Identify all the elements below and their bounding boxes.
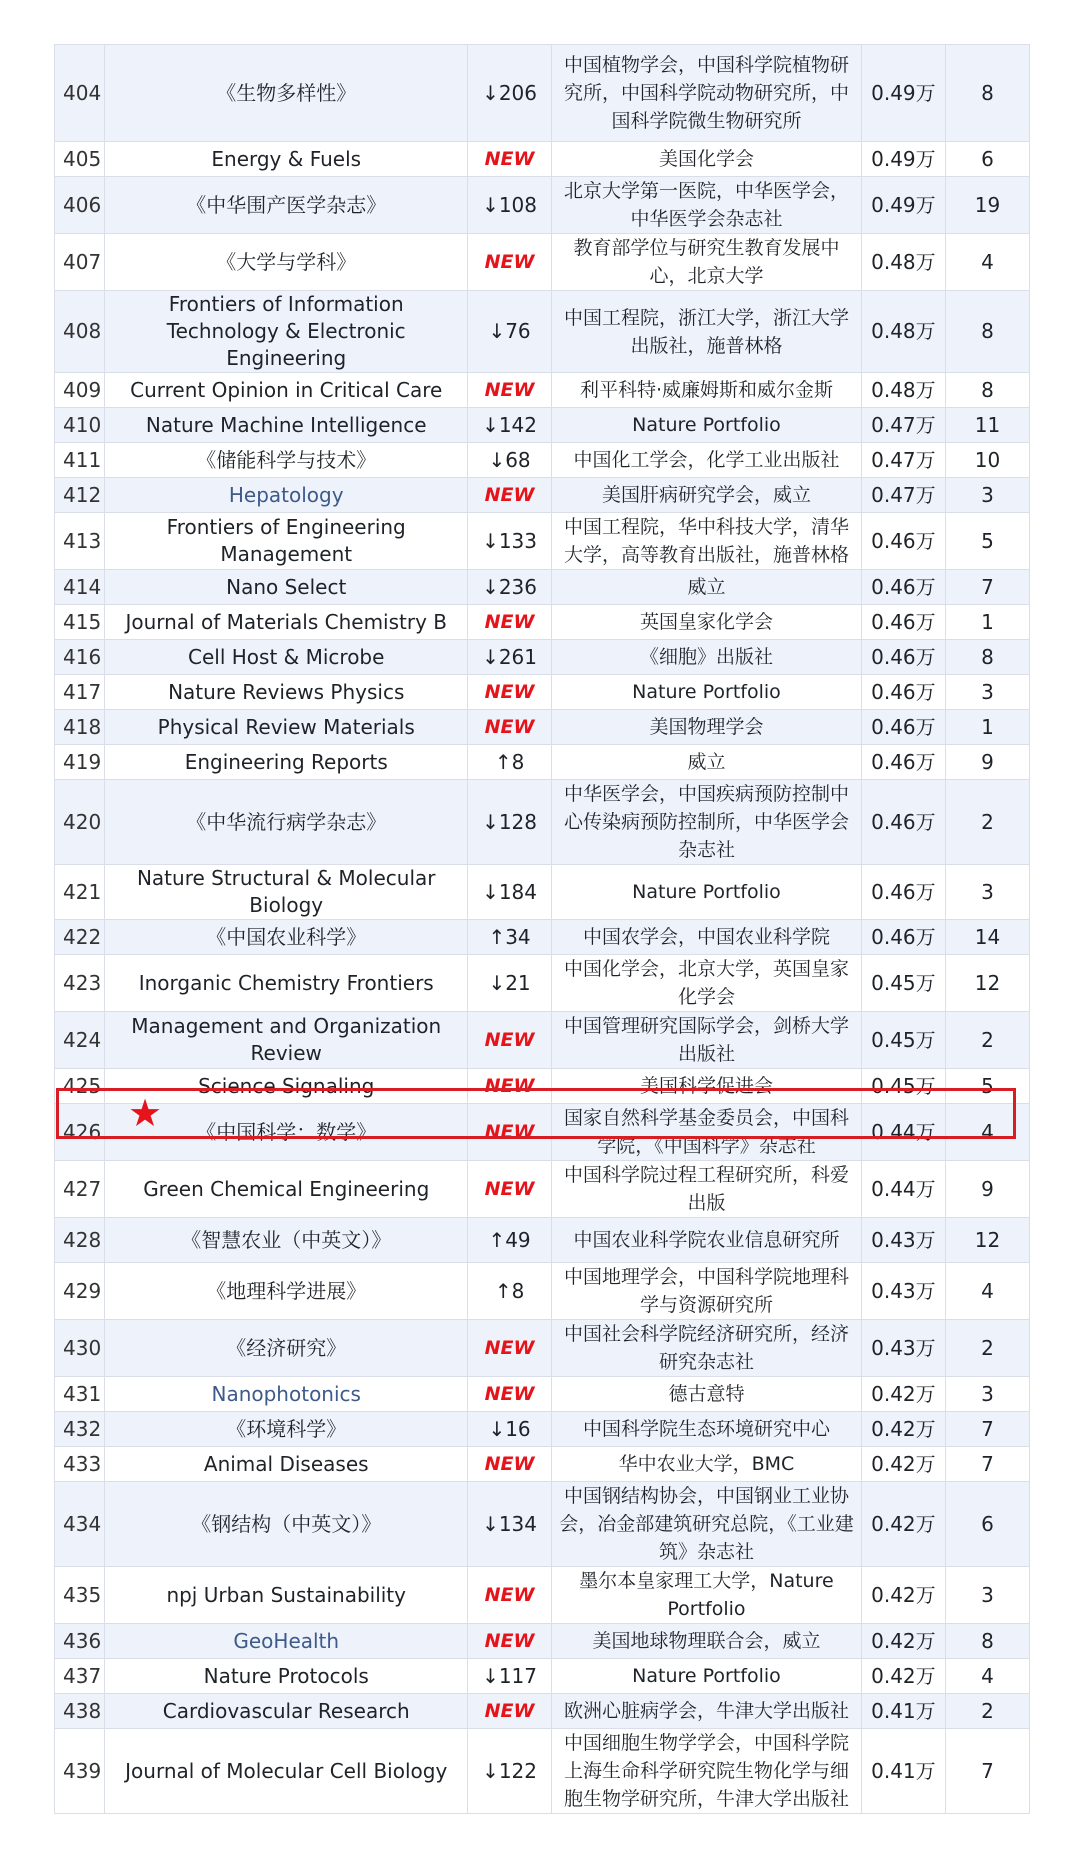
table-row — [55, 955, 1030, 1012]
volume-cell: 0.46万 — [861, 745, 945, 780]
rank-cell: 414 — [55, 570, 105, 605]
rank-cell: 413 — [55, 513, 105, 570]
publisher-cell: 威立 — [552, 745, 862, 780]
rank-cell: 436 — [55, 1624, 105, 1659]
rank-change-cell: NEW — [468, 373, 552, 408]
volume-cell: 0.42万 — [861, 1447, 945, 1482]
journal-name-cell: Journal of Materials Chemistry B — [105, 605, 468, 640]
rank-cell: 425 — [55, 1069, 105, 1104]
publisher-cell: 中国管理研究国际学会，剑桥大学出版社 — [552, 1012, 862, 1069]
rank-cell: 437 — [55, 1659, 105, 1694]
rank-change-cell: ↓142 — [468, 408, 552, 443]
volume-cell: 0.46万 — [861, 513, 945, 570]
count-cell: 2 — [945, 1012, 1029, 1069]
rank-cell: 423 — [55, 955, 105, 1012]
volume-cell: 0.49万 — [861, 45, 945, 142]
rank-change-cell: NEW — [468, 1320, 552, 1377]
rank-cell: 405 — [55, 142, 105, 177]
journal-name-cell: GeoHealth — [105, 1624, 468, 1659]
volume-cell: 0.46万 — [861, 865, 945, 920]
volume-cell: 0.42万 — [861, 1412, 945, 1447]
volume-cell: 0.44万 — [861, 1104, 945, 1161]
count-cell: 3 — [945, 478, 1029, 513]
rank-change-cell: ↓184 — [468, 865, 552, 920]
publisher-cell: 美国肝病研究学会，威立 — [552, 478, 862, 513]
volume-cell: 0.49万 — [861, 142, 945, 177]
rank-cell: 421 — [55, 865, 105, 920]
count-cell: 9 — [945, 1161, 1029, 1218]
rank-change-cell: ↓76 — [468, 291, 552, 373]
volume-cell: 0.48万 — [861, 373, 945, 408]
volume-cell: 0.46万 — [861, 675, 945, 710]
rank-cell: 434 — [55, 1482, 105, 1567]
count-cell: 8 — [945, 291, 1029, 373]
journal-name-cell: Energy & Fuels — [105, 142, 468, 177]
volume-cell: 0.43万 — [861, 1263, 945, 1320]
count-cell: 4 — [945, 234, 1029, 291]
table-row — [55, 780, 1030, 865]
publisher-cell: 中国社会科学院经济研究所，经济研究杂志社 — [552, 1320, 862, 1377]
publisher-cell: 美国化学会 — [552, 142, 862, 177]
journal-name-cell: Nature Reviews Physics — [105, 675, 468, 710]
rank-change-cell: ↓108 — [468, 177, 552, 234]
publisher-cell: 中国地理学会，中国科学院地理科学与资源研究所 — [552, 1263, 862, 1320]
rank-cell: 428 — [55, 1218, 105, 1263]
journal-name-cell: 《钢结构（中英文）》 — [105, 1482, 468, 1567]
rank-cell: 424 — [55, 1012, 105, 1069]
table-row — [55, 1161, 1030, 1218]
publisher-cell: 利平科特·威廉姆斯和威尔金斯 — [552, 373, 862, 408]
rank-cell: 407 — [55, 234, 105, 291]
publisher-cell: 教育部学位与研究生教育发展中心，北京大学 — [552, 234, 862, 291]
rank-cell: 426 — [55, 1104, 105, 1161]
table-row — [55, 605, 1030, 640]
rank-change-cell: NEW — [468, 234, 552, 291]
publisher-cell: 北京大学第一医院，中华医学会，中华医学会杂志社 — [552, 177, 862, 234]
rank-cell: 411 — [55, 443, 105, 478]
count-cell: 8 — [945, 640, 1029, 675]
rank-change-cell: ↓117 — [468, 1659, 552, 1694]
count-cell: 2 — [945, 1320, 1029, 1377]
volume-cell: 0.46万 — [861, 710, 945, 745]
journal-name-cell: 《中华流行病学杂志》 — [105, 780, 468, 865]
journal-name-cell: Frontiers of Information Technology & Electronic Engineering — [105, 291, 468, 373]
volume-cell: 0.42万 — [861, 1624, 945, 1659]
journal-name-cell: 《地理科学进展》 — [105, 1263, 468, 1320]
rank-change-cell: ↑8 — [468, 745, 552, 780]
rank-change-cell: ↓236 — [468, 570, 552, 605]
table-body — [55, 45, 1030, 1814]
count-cell: 7 — [945, 1412, 1029, 1447]
volume-cell: 0.48万 — [861, 291, 945, 373]
count-cell: 1 — [945, 605, 1029, 640]
rank-cell: 418 — [55, 710, 105, 745]
count-cell: 3 — [945, 1567, 1029, 1624]
publisher-cell: 墨尔本皇家理工大学，Nature Portfolio — [552, 1567, 862, 1624]
rank-change-cell: NEW — [468, 1567, 552, 1624]
table-row — [55, 1104, 1030, 1161]
publisher-cell: 美国物理学会 — [552, 710, 862, 745]
journal-name-cell: Journal of Molecular Cell Biology — [105, 1729, 468, 1814]
count-cell: 19 — [945, 177, 1029, 234]
journal-name-cell: Animal Diseases — [105, 1447, 468, 1482]
rank-change-cell: ↓261 — [468, 640, 552, 675]
publisher-cell: 华中农业大学，BMC — [552, 1447, 862, 1482]
rank-cell: 429 — [55, 1263, 105, 1320]
rank-cell: 408 — [55, 291, 105, 373]
table-row — [55, 1447, 1030, 1482]
rank-change-cell: NEW — [468, 675, 552, 710]
publisher-cell: 中国科学院生态环境研究中心 — [552, 1412, 862, 1447]
volume-cell: 0.46万 — [861, 780, 945, 865]
volume-cell: 0.46万 — [861, 920, 945, 955]
journal-name-cell: Cardiovascular Research — [105, 1694, 468, 1729]
rank-cell: 420 — [55, 780, 105, 865]
volume-cell: 0.45万 — [861, 955, 945, 1012]
rank-cell: 409 — [55, 373, 105, 408]
count-cell: 3 — [945, 1377, 1029, 1412]
rank-cell: 410 — [55, 408, 105, 443]
count-cell: 7 — [945, 1447, 1029, 1482]
table-row — [55, 1012, 1030, 1069]
table-row — [55, 373, 1030, 408]
publisher-cell: 中国化工学会，化学工业出版社 — [552, 443, 862, 478]
rank-cell: 439 — [55, 1729, 105, 1814]
journal-name-cell: Frontiers of Engineering Management — [105, 513, 468, 570]
count-cell: 9 — [945, 745, 1029, 780]
count-cell: 8 — [945, 373, 1029, 408]
rank-change-cell: ↓134 — [468, 1482, 552, 1567]
rank-cell: 417 — [55, 675, 105, 710]
rank-cell: 412 — [55, 478, 105, 513]
count-cell: 5 — [945, 513, 1029, 570]
rank-change-cell: NEW — [468, 1447, 552, 1482]
count-cell: 4 — [945, 1263, 1029, 1320]
rank-change-cell: ↓206 — [468, 45, 552, 142]
table-row — [55, 142, 1030, 177]
rank-cell: 416 — [55, 640, 105, 675]
table-row — [55, 1069, 1030, 1104]
rank-cell: 432 — [55, 1412, 105, 1447]
count-cell: 2 — [945, 780, 1029, 865]
rank-change-cell: NEW — [468, 1694, 552, 1729]
table-row — [55, 177, 1030, 234]
publisher-cell: 中国农学会，中国农业科学院 — [552, 920, 862, 955]
table-row — [55, 745, 1030, 780]
rank-change-cell: NEW — [468, 1624, 552, 1659]
volume-cell: 0.41万 — [861, 1729, 945, 1814]
count-cell: 3 — [945, 675, 1029, 710]
volume-cell: 0.43万 — [861, 1320, 945, 1377]
volume-cell: 0.45万 — [861, 1012, 945, 1069]
count-cell: 10 — [945, 443, 1029, 478]
volume-cell: 0.45万 — [861, 1069, 945, 1104]
publisher-cell: 中国化学会，北京大学，英国皇家化学会 — [552, 955, 862, 1012]
rank-cell: 422 — [55, 920, 105, 955]
count-cell: 11 — [945, 408, 1029, 443]
table-row — [55, 45, 1030, 142]
rank-change-cell: NEW — [468, 1104, 552, 1161]
publisher-cell: 欧洲心脏病学会，牛津大学出版社 — [552, 1694, 862, 1729]
publisher-cell: 中国细胞生物学学会，中国科学院上海生命科学研究院生物化学与细胞生物学研究所，牛津大学出版社 — [552, 1729, 862, 1814]
journal-name-cell: Green Chemical Engineering — [105, 1161, 468, 1218]
journal-name-cell: Cell Host & Microbe — [105, 640, 468, 675]
journal-name-cell: 《储能科学与技术》 — [105, 443, 468, 478]
journal-name-cell: Nanophotonics — [105, 1377, 468, 1412]
table-row — [55, 408, 1030, 443]
publisher-cell: 美国科学促进会 — [552, 1069, 862, 1104]
rank-change-cell: NEW — [468, 1377, 552, 1412]
rank-change-cell: ↑49 — [468, 1218, 552, 1263]
publisher-cell: 威立 — [552, 570, 862, 605]
volume-cell: 0.44万 — [861, 1161, 945, 1218]
table-row — [55, 1482, 1030, 1567]
publisher-cell: 中国工程院，浙江大学，浙江大学出版社，施普林格 — [552, 291, 862, 373]
rank-change-cell: NEW — [468, 1069, 552, 1104]
journal-name-cell: 《环境科学》 — [105, 1412, 468, 1447]
table-row — [55, 1624, 1030, 1659]
table-row — [55, 1377, 1030, 1412]
table-row — [55, 1218, 1030, 1263]
volume-cell: 0.47万 — [861, 478, 945, 513]
journal-name-cell: Nature Machine Intelligence — [105, 408, 468, 443]
publisher-cell: 中国科学院过程工程研究所，科爱出版 — [552, 1161, 862, 1218]
rank-cell: 404 — [55, 45, 105, 142]
count-cell: 5 — [945, 1069, 1029, 1104]
volume-cell: 0.46万 — [861, 640, 945, 675]
count-cell: 7 — [945, 570, 1029, 605]
journal-name-cell: Engineering Reports — [105, 745, 468, 780]
publisher-cell: 美国地球物理联合会，威立 — [552, 1624, 862, 1659]
count-cell: 6 — [945, 142, 1029, 177]
rank-change-cell: NEW — [468, 1161, 552, 1218]
journal-name-cell: Inorganic Chemistry Frontiers — [105, 955, 468, 1012]
rank-cell: 427 — [55, 1161, 105, 1218]
rank-cell: 419 — [55, 745, 105, 780]
count-cell: 3 — [945, 865, 1029, 920]
table-row — [55, 1567, 1030, 1624]
rank-change-cell: NEW — [468, 142, 552, 177]
table-row — [55, 234, 1030, 291]
journal-name-cell: Nature Protocols — [105, 1659, 468, 1694]
rank-change-cell: ↓128 — [468, 780, 552, 865]
journal-name-cell: 《生物多样性》 — [105, 45, 468, 142]
table-row — [55, 920, 1030, 955]
rank-cell: 406 — [55, 177, 105, 234]
publisher-cell: Nature Portfolio — [552, 408, 862, 443]
volume-cell: 0.47万 — [861, 443, 945, 478]
table-row — [55, 478, 1030, 513]
publisher-cell: 中国工程院，华中科技大学，清华大学，高等教育出版社，施普林格 — [552, 513, 862, 570]
table-row — [55, 710, 1030, 745]
star-icon: ★ — [128, 1091, 163, 1135]
journal-name-cell: 《经济研究》 — [105, 1320, 468, 1377]
rank-change-cell: ↓21 — [468, 955, 552, 1012]
publisher-cell: 《细胞》出版社 — [552, 640, 862, 675]
table-row — [55, 865, 1030, 920]
volume-cell: 0.46万 — [861, 605, 945, 640]
table-row — [55, 1263, 1030, 1320]
publisher-cell: 国家自然科学基金委员会，中国科学院，《中国科学》杂志社 — [552, 1104, 862, 1161]
rank-cell: 438 — [55, 1694, 105, 1729]
table-row — [55, 1320, 1030, 1377]
volume-cell: 0.49万 — [861, 177, 945, 234]
count-cell: 4 — [945, 1659, 1029, 1694]
rank-change-cell: ↓16 — [468, 1412, 552, 1447]
journal-name-cell: Physical Review Materials — [105, 710, 468, 745]
rank-change-cell: ↓68 — [468, 443, 552, 478]
journal-ranking-table — [54, 44, 1030, 1814]
count-cell: 6 — [945, 1482, 1029, 1567]
count-cell: 8 — [945, 1624, 1029, 1659]
table-row — [55, 675, 1030, 710]
volume-cell: 0.42万 — [861, 1482, 945, 1567]
journal-name-cell: 《中华围产医学杂志》 — [105, 177, 468, 234]
table-row — [55, 291, 1030, 373]
journal-name-cell: 《中国科学：数学》 — [105, 1104, 468, 1161]
journal-name-cell: Management and Organization Review — [105, 1012, 468, 1069]
journal-name-cell: 《中国农业科学》 — [105, 920, 468, 955]
journal-name-cell: npj Urban Sustainability — [105, 1567, 468, 1624]
publisher-cell: 德古意特 — [552, 1377, 862, 1412]
count-cell: 12 — [945, 1218, 1029, 1263]
journal-name-cell: Current Opinion in Critical Care — [105, 373, 468, 408]
rank-change-cell: ↓133 — [468, 513, 552, 570]
journal-name-cell: 《大学与学科》 — [105, 234, 468, 291]
volume-cell: 0.42万 — [861, 1567, 945, 1624]
table-row — [55, 640, 1030, 675]
table-row — [55, 1659, 1030, 1694]
rank-cell: 433 — [55, 1447, 105, 1482]
table-row — [55, 1729, 1030, 1814]
volume-cell: 0.42万 — [861, 1377, 945, 1412]
journal-name-cell: Hepatology — [105, 478, 468, 513]
volume-cell: 0.41万 — [861, 1694, 945, 1729]
volume-cell: 0.43万 — [861, 1218, 945, 1263]
count-cell: 7 — [945, 1729, 1029, 1814]
table-row — [55, 1412, 1030, 1447]
count-cell: 1 — [945, 710, 1029, 745]
volume-cell: 0.48万 — [861, 234, 945, 291]
publisher-cell: 中国钢结构协会，中国钢业工业协会，冶金部建筑研究总院，《工业建筑》杂志社 — [552, 1482, 862, 1567]
volume-cell: 0.42万 — [861, 1659, 945, 1694]
count-cell: 8 — [945, 45, 1029, 142]
table-row — [55, 570, 1030, 605]
table-row — [55, 443, 1030, 478]
publisher-cell: Nature Portfolio — [552, 1659, 862, 1694]
rank-change-cell: ↑8 — [468, 1263, 552, 1320]
rank-change-cell: ↑34 — [468, 920, 552, 955]
count-cell: 12 — [945, 955, 1029, 1012]
journal-name-cell: Nature Structural & Molecular Biology — [105, 865, 468, 920]
volume-cell: 0.47万 — [861, 408, 945, 443]
rank-change-cell: NEW — [468, 1012, 552, 1069]
rank-change-cell: NEW — [468, 710, 552, 745]
rank-cell: 435 — [55, 1567, 105, 1624]
count-cell: 14 — [945, 920, 1029, 955]
rank-change-cell: NEW — [468, 478, 552, 513]
table-row — [55, 513, 1030, 570]
publisher-cell: Nature Portfolio — [552, 675, 862, 710]
publisher-cell: 英国皇家化学会 — [552, 605, 862, 640]
publisher-cell: 中国农业科学院农业信息研究所 — [552, 1218, 862, 1263]
journal-name-cell: Nano Select — [105, 570, 468, 605]
rank-change-cell: NEW — [468, 605, 552, 640]
rank-change-cell: ↓122 — [468, 1729, 552, 1814]
journal-name-cell: Science Signaling — [105, 1069, 468, 1104]
rank-cell: 415 — [55, 605, 105, 640]
count-cell: 2 — [945, 1694, 1029, 1729]
rank-cell: 430 — [55, 1320, 105, 1377]
publisher-cell: 中国植物学会，中国科学院植物研究所，中国科学院动物研究所，中国科学院微生物研究所 — [552, 45, 862, 142]
publisher-cell: Nature Portfolio — [552, 865, 862, 920]
journal-name-cell: 《智慧农业（中英文）》 — [105, 1218, 468, 1263]
rank-cell: 431 — [55, 1377, 105, 1412]
table-row — [55, 1694, 1030, 1729]
volume-cell: 0.46万 — [861, 570, 945, 605]
publisher-cell: 中华医学会，中国疾病预防控制中心传染病预防控制所，中华医学会杂志社 — [552, 780, 862, 865]
count-cell: 4 — [945, 1104, 1029, 1161]
